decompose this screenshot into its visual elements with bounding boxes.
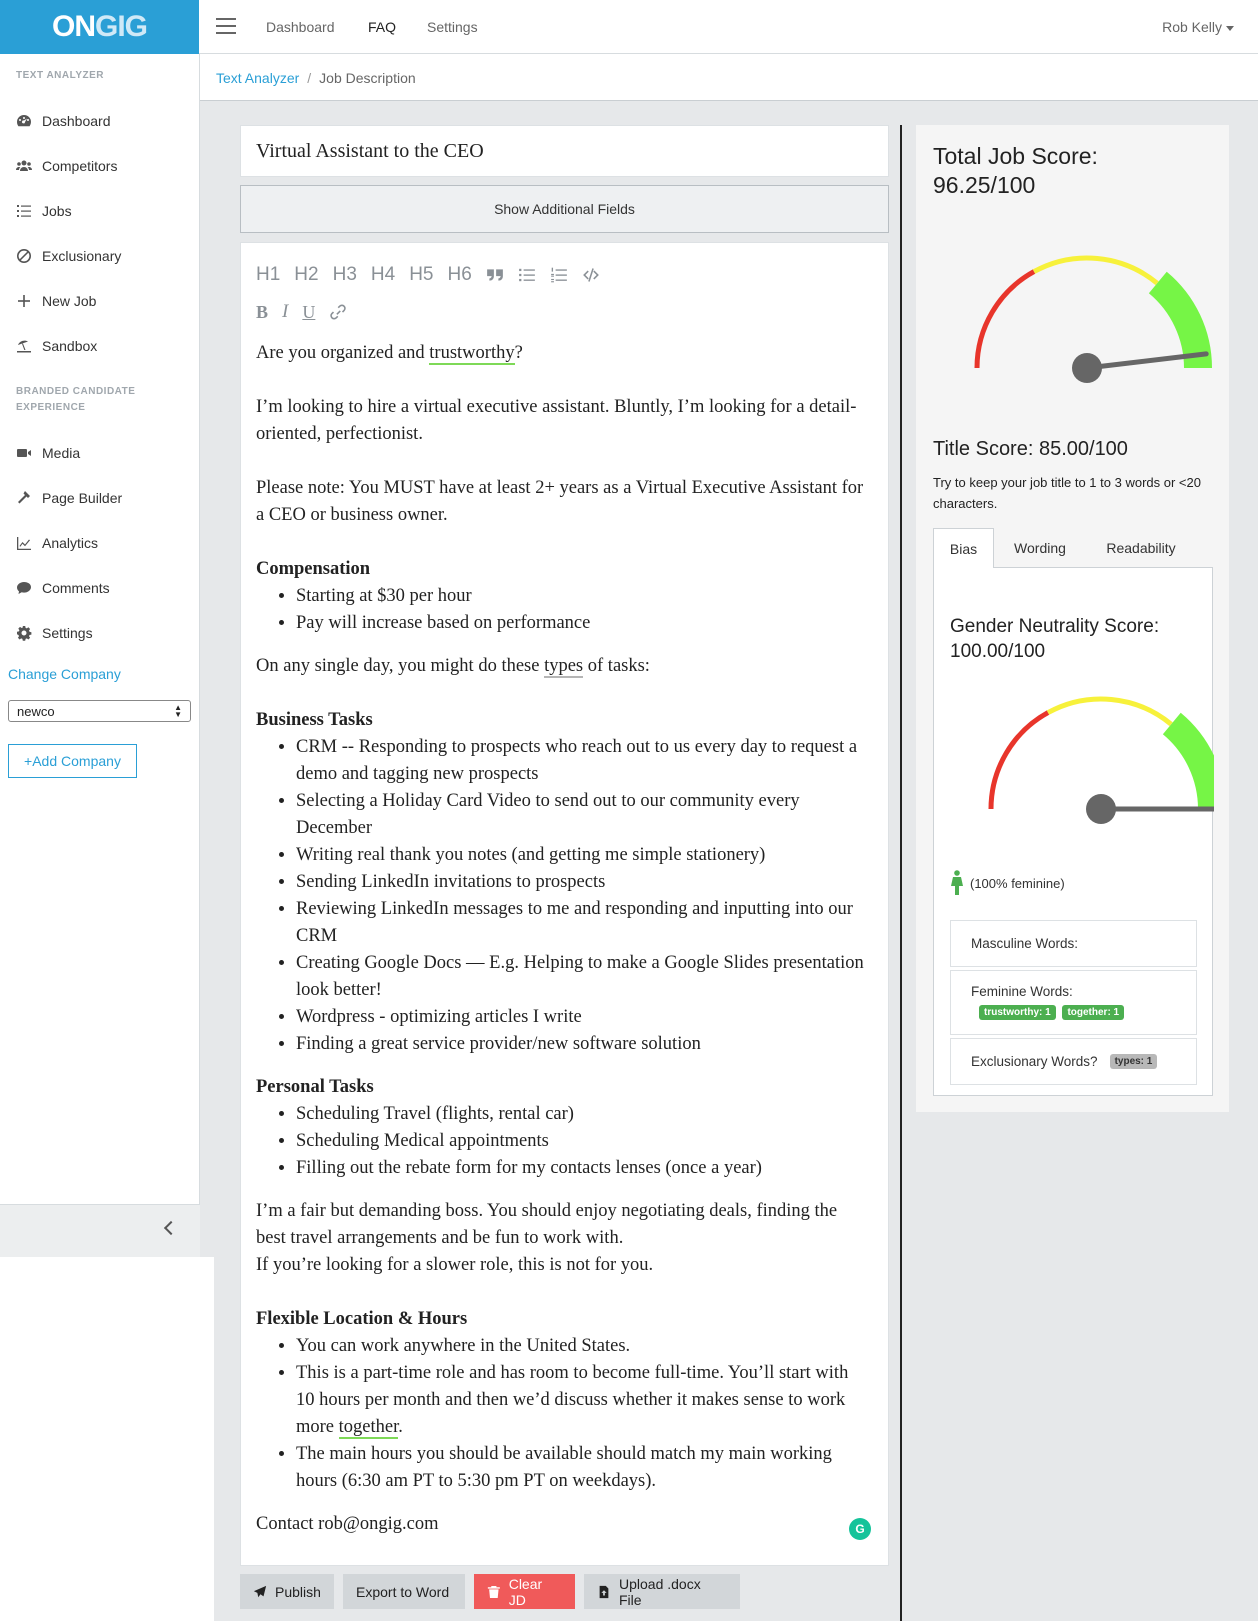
sidebar-item-label: Sandbox <box>42 338 98 354</box>
sidebar-heading-line1: BRANDED CANDIDATE <box>16 386 136 397</box>
section-heading: Business Tasks <box>256 710 373 730</box>
tab-wording[interactable]: Wording <box>1014 540 1066 556</box>
sidebar-item-analytics[interactable] <box>16 531 98 555</box>
job-description-editor[interactable] <box>240 242 889 1566</box>
sidebar-item-dashboard[interactable] <box>16 109 111 133</box>
total-score-value: 96.25/100 <box>933 172 1036 198</box>
editor-content[interactable] <box>256 340 871 1538</box>
paper-plane-icon <box>253 1585 267 1599</box>
personal-tasks-list <box>256 1101 871 1182</box>
sidebar-heading-branded <box>16 384 135 416</box>
link-icon <box>329 303 347 321</box>
female-icon <box>950 870 964 896</box>
list-item: • Wordpress - optimizing articles I write <box>296 1004 871 1031</box>
list-item: • Finding a great service provider/new software solution <box>296 1031 871 1058</box>
gender-score-value: 100.00/100 <box>950 641 1046 662</box>
sidebar-item-label: Exclusionary <box>42 248 122 264</box>
company-select-value: newco <box>17 703 55 719</box>
top-navbar <box>0 0 1258 54</box>
sidebar-item-label: Dashboard <box>42 113 111 129</box>
video-icon <box>16 445 32 461</box>
toolbar-h2-button[interactable]: H2 <box>294 264 319 285</box>
list-item: • Scheduling Travel (flights, rental car) <box>296 1101 871 1128</box>
company-select[interactable] <box>8 700 191 722</box>
list-item: • Sending LinkedIn invitations to prospects <box>296 869 871 896</box>
flexible-location-list <box>256 1333 871 1495</box>
list-item: • Selecting a Holiday Card Video to send out to our community every December <box>296 788 871 842</box>
users-icon <box>16 158 32 174</box>
title-score-hint: Try to keep your job title to 1 to 3 words or <20 characters. <box>933 475 1201 511</box>
sidebar-item-label: Competitors <box>42 158 118 174</box>
sidebar-item-exclusionary[interactable] <box>16 244 121 268</box>
logo-text-part1: ON <box>51 10 95 43</box>
clear-jd-button[interactable]: Clear JD <box>474 1574 575 1609</box>
sidebar-item-label: Page Builder <box>42 490 123 506</box>
section-heading: Compensation <box>256 559 371 579</box>
gauge-yellow-segment <box>1034 258 1157 283</box>
toolbar-quote-button[interactable] <box>486 266 504 284</box>
nav-dashboard[interactable]: Dashboard <box>266 19 335 35</box>
toolbar-bullet-list-button[interactable] <box>518 266 536 284</box>
select-arrows-icon: ▲ ▼ <box>174 703 182 719</box>
toolbar-underline-button[interactable]: U <box>302 301 316 322</box>
plus-icon <box>16 293 32 309</box>
gauge-red-segment <box>991 713 1048 809</box>
user-name: Rob Kelly <box>1162 19 1222 35</box>
sidebar-item-competitors[interactable] <box>16 154 117 178</box>
paragraph: I’m looking to hire a virtual executive assistant. Bluntly, I’m looking for a detail-oriented, perfectionist. <box>256 397 857 444</box>
trash-icon <box>487 1585 501 1599</box>
hamburger-menu-icon[interactable] <box>216 18 236 34</box>
caret-down-icon <box>1226 26 1234 31</box>
list-item: • Scheduling Medical appointments <box>296 1128 871 1155</box>
total-score-gauge <box>916 230 1229 390</box>
list-item: • Starting at $30 per hour <box>296 583 871 610</box>
paragraph: Are you organized and trustworthy? <box>256 343 523 363</box>
section-heading: Flexible Location & Hours <box>256 1309 468 1329</box>
grammarly-icon[interactable]: G <box>849 1518 871 1540</box>
file-upload-icon <box>597 1585 611 1599</box>
job-title-input[interactable]: Virtual Assistant to the CEO <box>240 125 889 177</box>
gender-neutrality-score <box>950 614 1200 664</box>
list-item: • CRM -- Responding to prospects who reach out to us every day to request a demo and tagging new prospects <box>296 734 871 788</box>
masculine-words-card <box>950 920 1197 967</box>
hammer-icon <box>16 490 32 506</box>
quote-icon <box>486 266 504 284</box>
highlight-feminine-word[interactable]: trustworthy <box>429 343 515 363</box>
breadcrumb-separator: / <box>307 70 312 86</box>
sidebar <box>0 54 200 1257</box>
feminine-words-label: Feminine Words: <box>971 984 1073 999</box>
sidebar-item-label: Analytics <box>42 535 99 551</box>
toolbar-h5-button[interactable]: H5 <box>409 264 434 285</box>
paragraph: On any single day, you might do these types of tasks: <box>256 656 650 676</box>
list-item: • Writing real thank you notes (and getting me simple stationery) <box>296 842 871 869</box>
bullet-list-icon <box>518 266 536 284</box>
exclusionary-words-label: Exclusionary Words? <box>971 1054 1098 1069</box>
toolbar-h4-button[interactable]: H4 <box>370 264 396 285</box>
highlight-feminine-word[interactable]: together <box>338 1417 399 1437</box>
nav-settings[interactable]: Settings <box>427 19 478 35</box>
user-menu[interactable] <box>1162 19 1234 35</box>
ban-icon <box>16 248 32 264</box>
show-additional-fields-button[interactable]: Show Additional Fields <box>240 185 889 233</box>
feminine-word-badge[interactable]: trustworthy: 1 <box>979 1005 1056 1020</box>
change-company-link[interactable]: Change Company <box>8 666 121 682</box>
gauge-yellow-segment <box>1048 699 1171 724</box>
exclusionary-word-badge[interactable]: types: 1 <box>1110 1054 1158 1069</box>
export-to-word-button[interactable]: Export to Word <box>343 1574 465 1609</box>
numbered-list-icon <box>550 266 568 284</box>
sidebar-item-label: Comments <box>42 580 110 596</box>
editor-toolbar <box>256 263 614 337</box>
breadcrumb-current: Job Description <box>319 70 416 86</box>
feminine-word-badge[interactable]: together: 1 <box>1062 1005 1124 1020</box>
toolbar-bold-button[interactable]: B <box>256 301 269 322</box>
compensation-list <box>256 583 871 637</box>
sidebar-item-comments[interactable] <box>16 576 110 600</box>
column-divider <box>900 125 902 1621</box>
sidebar-collapse-bar[interactable] <box>0 1204 200 1257</box>
toolbar-link-button[interactable] <box>329 303 347 321</box>
ongig-logo[interactable] <box>0 0 199 54</box>
logo-text-part2: GIG <box>94 10 147 43</box>
section-heading: Personal Tasks <box>256 1077 374 1097</box>
sidebar-heading-text-analyzer: TEXT ANALYZER <box>16 70 104 81</box>
gauge-red-segment <box>977 272 1034 368</box>
paragraph: Please note: You MUST have at least 2+ years as a Virtual Executive Assistant for a CEO or business owner. <box>256 478 864 525</box>
sidebar-item-label: Media <box>42 445 81 461</box>
score-panel <box>916 125 1229 1112</box>
gear-icon <box>16 625 32 641</box>
exclusionary-words-card <box>950 1038 1197 1085</box>
tab-bias[interactable]: Bias <box>933 528 994 568</box>
gauge-arcs <box>991 699 1212 809</box>
toolbar-code-button[interactable] <box>582 266 600 284</box>
dashboard-icon <box>16 113 32 129</box>
sidebar-item-jobs[interactable] <box>16 199 72 223</box>
publish-button[interactable]: Publish <box>240 1574 334 1609</box>
paragraph: I’m a fair but demanding boss. You should enjoy negotiating deals, finding the best travel arrangements and be fun to work with. <box>256 1201 838 1248</box>
upload-docx-button[interactable]: Upload .docx File <box>584 1574 740 1609</box>
bias-tab-pane <box>933 567 1213 1096</box>
list-item: • The main hours you should be available should match my main working hours (6:30 am PT to 5:30 pm PT on weekdays). <box>296 1441 871 1495</box>
tab-readability[interactable]: Readability <box>1106 540 1176 556</box>
sidebar-item-label: New Job <box>42 293 97 309</box>
toolbar-italic-button[interactable]: I <box>282 301 289 322</box>
comment-icon <box>16 580 32 596</box>
breadcrumb-link-text-analyzer[interactable]: Text Analyzer <box>216 70 300 86</box>
highlight-exclusionary-word[interactable]: types <box>544 656 584 676</box>
list-item: • You can work anywhere in the United States. <box>296 1333 871 1360</box>
toolbar-numbered-list-button[interactable] <box>550 266 568 284</box>
list-item: • Filling out the rebate form for my contacts lenses (once a year) <box>296 1155 871 1182</box>
chart-line-icon <box>16 535 32 551</box>
gauge-arcs <box>977 258 1198 368</box>
sidebar-heading-line2: EXPERIENCE <box>16 402 86 413</box>
sidebar-item-label: Settings <box>42 625 93 641</box>
code-icon <box>582 266 600 284</box>
list-item: • Pay will increase based on performance <box>296 610 871 637</box>
masculine-words-label: Masculine Words: <box>971 936 1079 951</box>
add-company-button[interactable]: +Add Company <box>8 744 137 778</box>
toolbar-h3-button[interactable]: H3 <box>332 264 357 285</box>
total-job-score <box>933 142 1098 200</box>
gauge-hub <box>1086 794 1116 824</box>
list-item: • Creating Google Docs — E.g. Helping to make a Google Slides presentation look better! <box>296 950 871 1004</box>
nav-faq[interactable]: FAQ <box>368 19 397 35</box>
gender-score-gauge <box>934 686 1214 846</box>
paragraph: Contact rob@ongig.com <box>256 1514 439 1534</box>
chevron-left-icon[interactable] <box>164 1221 178 1235</box>
sidebar-item-new-job[interactable] <box>16 289 96 313</box>
gauge-green-segment <box>1172 724 1212 810</box>
feminine-words-card <box>950 970 1197 1035</box>
paragraph: If you’re looking for a slower role, this is not for you. <box>256 1255 654 1275</box>
umbrella-beach-icon <box>16 338 32 354</box>
toolbar-h6-button[interactable]: H6 <box>447 264 472 285</box>
feminine-indicator: (100% feminine) <box>950 870 1065 896</box>
total-score-label: Total Job Score: <box>933 143 1098 169</box>
sidebar-item-page-builder[interactable] <box>16 486 122 510</box>
list-icon <box>16 203 32 219</box>
title-score: Title Score: 85.00/100 <box>933 438 1128 460</box>
sidebar-bottom-spacer <box>0 1257 214 1621</box>
sidebar-item-label: Jobs <box>42 203 72 219</box>
breadcrumb <box>200 54 1258 101</box>
score-tabs <box>933 528 1213 568</box>
gauge-hub <box>1072 353 1102 383</box>
gender-score-label: Gender Neutrality Score: <box>950 616 1160 637</box>
business-tasks-list <box>256 734 871 1058</box>
sidebar-item-settings[interactable] <box>16 621 93 645</box>
sidebar-item-media[interactable] <box>16 441 80 465</box>
sidebar-item-sandbox[interactable] <box>16 334 97 358</box>
list-item: • This is a part-time role and has room to become full-time. You’ll start with 10 hours per month and then we’d discuss whether it makes sense to work more together. <box>296 1360 871 1441</box>
list-item: • Reviewing LinkedIn messages to me and responding and inputting into our CRM <box>296 896 871 950</box>
toolbar-h1-button[interactable]: H1 <box>256 264 281 285</box>
